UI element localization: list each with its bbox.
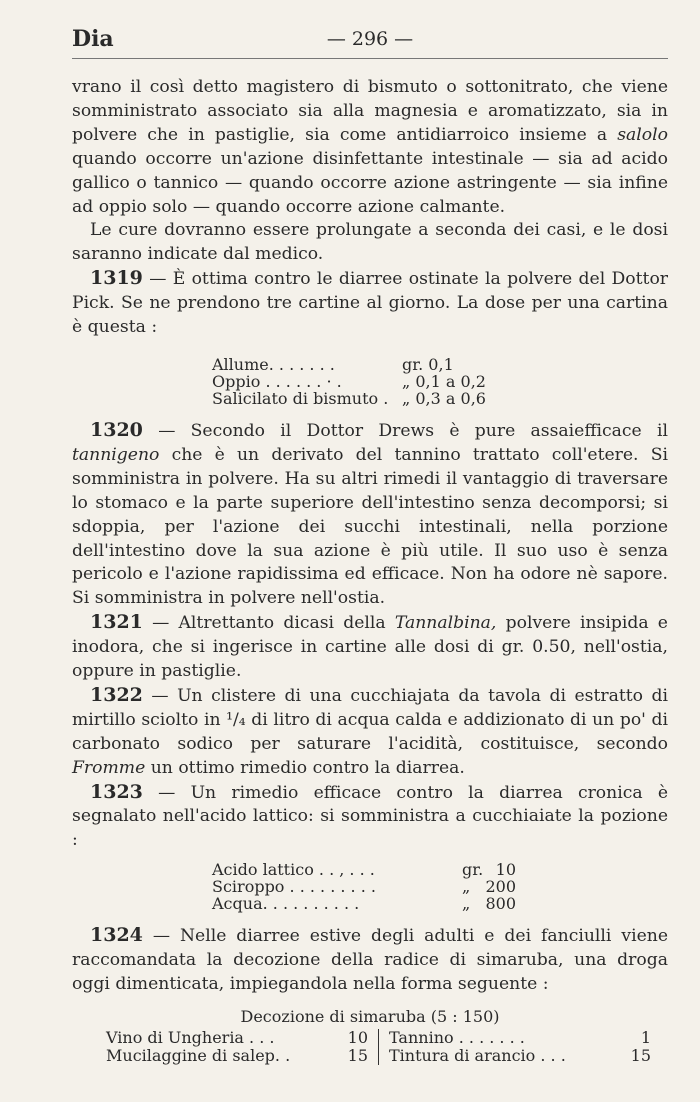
section-1321: 1321 — Altrettanto dicasi della Tannalbina, polvere insipida e inodora, che si ingerisce in cartine alle dosi di gr. 0.50, nell'ostia, oppure in pastiglie. [72,611,668,682]
column-divider [378,1029,379,1065]
page-number: — 296 — [326,28,414,50]
paragraph-cure: Le cure dovranno essere prolungate a seconda dei casi, e le dosi saranno indicate dal medico. [72,220,668,265]
recipe-row: Salicilato di bismuto . „ 0,3 a 0,6 [212,388,486,408]
recipe-row: Allume. . . . . . . gr. 0,1 [212,354,454,374]
header-rule [72,58,668,59]
section-1319: 1319 — È ottima contro le diarree ostinate la polvere del Dottor Pick. Se ne prendono tre cartine al giorno. La dose per una cartina è questa : [72,267,669,338]
section-1320: 1320 — Secondo il Dottor Drews è pure assaiefficace il tannigeno che è un derivato del tannino trattato coll'etere. Si somministra in polvere. Ha su altri rimedi il vantaggio di traversare lo stomaco e la parte superiore dell'intestino senza decomporsi; si sdoppia, per l'azione dei succhi intestinali, nella porzione dell'intestino dove la sua azione è più utile. Il suo uso è senza pericolo e l'azione rapidissima ed efficace. Non ha odore nè sapore. Si somministra in polvere nell'ostia. [72,418,668,609]
recipe-row: Tannino . . . . . . . 1 [389,1028,651,1047]
decoction-title: Decozione di simaruba (5 : 150) [240,1007,500,1026]
section-1323: 1323 — Un rimedio efficace contro la diarrea cronica è segnalato nell'acido lattico: si somministra a cucchiaiate la pozione : [72,780,669,851]
recipe-pick [212,356,486,407]
recipe-row: Acido lattico . . , . . . gr. 10 [212,860,516,880]
recipe-row: Mucilaggine di salep. . 15 [106,1046,368,1065]
recipe-row: Acqua. . . . . . . . . . „ 800 [212,894,516,914]
page-header [72,26,668,56]
decoction-left-column [106,1029,368,1065]
recipe-lactic [212,861,516,912]
decoction-recipe [106,1029,668,1065]
recipe-row: Oppio . . . . . . · . „ 0,1 a 0,2 [212,371,486,391]
running-title: Dia [72,26,114,52]
recipe-row: Tintura di arancio . . . 15 [389,1046,651,1065]
paragraph-intro: vrano il così detto magistero di bismuto o sottonitrato, che viene somministrato associato sia alla magnesia e aromatizzato, sia in polvere che in pastiglie, sia come antidiarroico insieme a salolo quando occorre un'azione disinfettante intestinale — sia ad acido gallico o tannico — quando occorre azione astringente — sia infine ad oppio solo — quando occorre azione calmante. [72,77,668,217]
section-1324: 1324 — Nelle diarree estive degli adulti e dei fanciulli viene raccomandata la decozione della radice di simaruba, una droga oggi dimenticata, impiegandola nella forma seguente : [72,924,668,995]
decoction-right-column [389,1029,651,1065]
recipe-row: Sciroppo . . . . . . . . . „ 200 [212,877,516,897]
section-1322: 1322 — Un clistere di una cucchiajata da tavola di estratto di mirtillo sciolto in ¹/₄ di litro di acqua calda e addizionato di un po' di carbonato sodico per saturare l'acidità, costituisce, secondo Fromme un ottimo rimedio contro la diarrea. [72,683,669,778]
page-body [72,76,668,1065]
recipe-row: Vino di Ungheria . . . 10 [106,1028,368,1047]
